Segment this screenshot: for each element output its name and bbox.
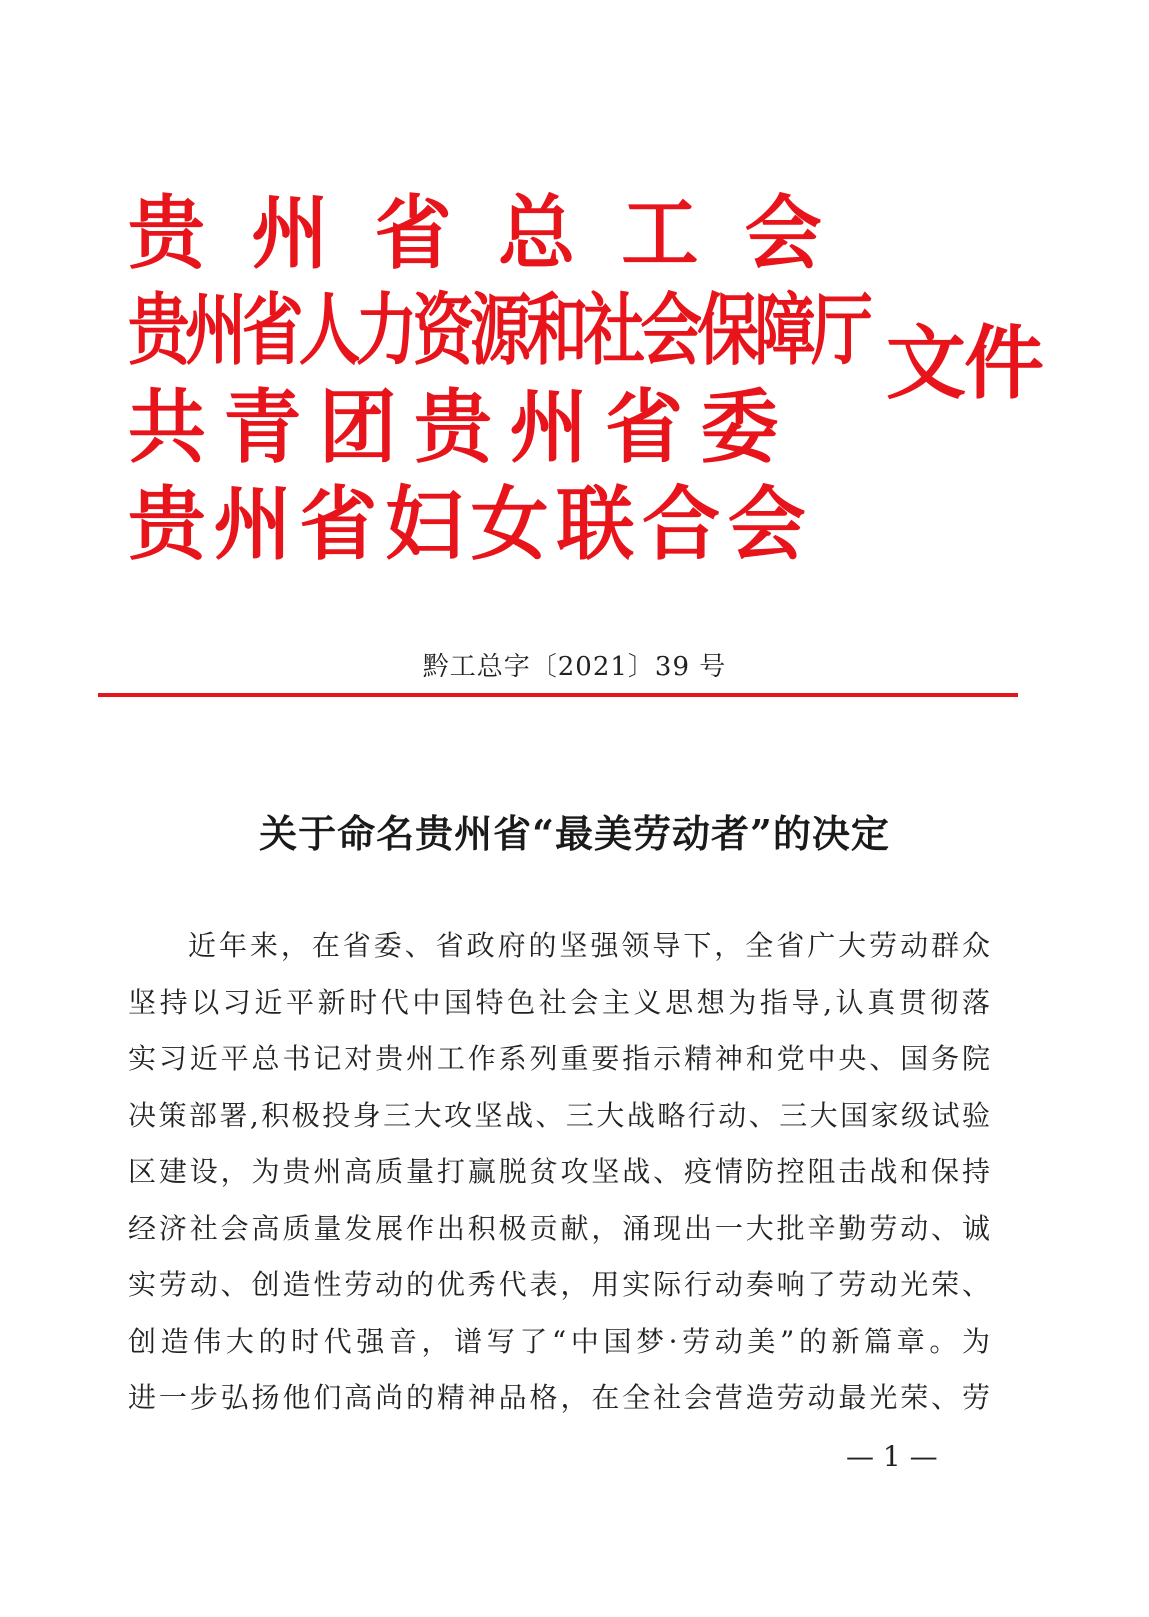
body-line: 近年来，在省委、省政府的坚强领导下，全省广大劳动群众 [188, 929, 990, 962]
body-line: 坚持以习近平新时代中国特色社会主义思想为指导,认真贯彻落 [128, 985, 990, 1019]
body-line: 经济社会高质量发展作出积极贡献，涌现出一大批辛勤劳动、诚 [128, 1211, 990, 1245]
issuer-human-resources-social-security-dept: 贵州省人力资源和社会保障厅 [128, 285, 869, 376]
body-line: 实劳动、创造性劳动的优秀代表，用实际行动奏响了劳动光荣、 [128, 1268, 990, 1301]
body-line: 实习近平总书记对贵州工作系列重要指示精神和党中央、国务院 [128, 1042, 990, 1075]
document-number: 黔工总字〔2021〕39 号 [422, 652, 727, 682]
issuer-womens-federation: 贵州省妇女联合会 [128, 477, 814, 571]
body-line: 决策部署,积极投身三大攻坚战、三大战略行动、三大国家级试验 [128, 1098, 990, 1132]
body-paragraph [128, 918, 990, 1427]
document-suffix: 文件 [886, 316, 1042, 410]
body-line: 进一步弘扬他们高尚的精神品格，在全社会营造劳动最光荣、劳 [128, 1381, 990, 1414]
issuer-communist-youth-league: 共青团贵州省委 [128, 380, 796, 474]
document-title: 关于命名贵州省“最美劳动者”的决定 [259, 811, 890, 856]
body-line: 创造伟大的时代强音，谱写了“中国梦·劳动美”的新篇章。为 [128, 1324, 990, 1358]
issuer-provincial-federation-of-trade-unions: 贵州省总工会 [128, 186, 868, 280]
issuing-organizations [128, 185, 888, 573]
page-number: — 1 — [846, 1440, 938, 1473]
body-line: 区建设，为贵州高质量打赢脱贫攻坚战、疫情防控阻击战和保持 [128, 1155, 990, 1188]
red-divider-line [98, 693, 1018, 697]
